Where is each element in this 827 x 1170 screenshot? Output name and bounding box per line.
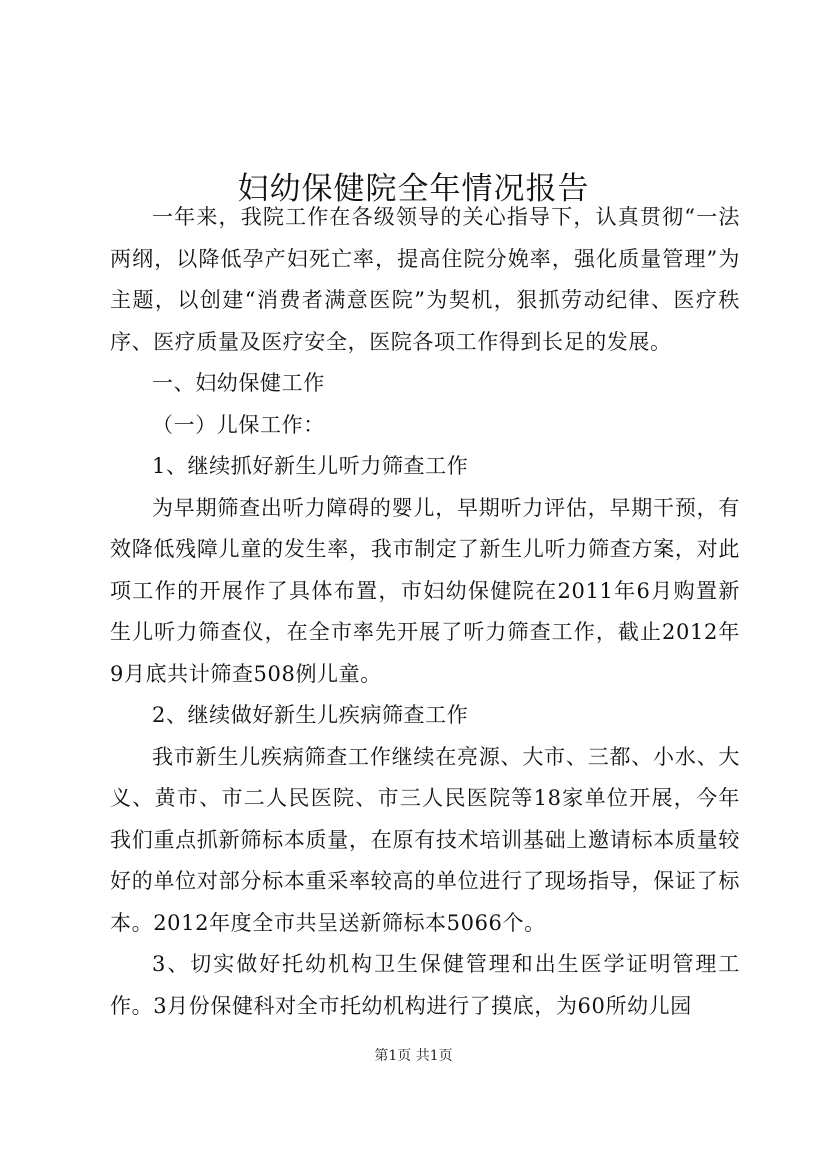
item-heading-2: 2、继续做好新生儿疾病筛查工作 [152, 703, 469, 727]
document-body [110, 197, 740, 1027]
childcare-management-paragraph: 3、切实做好托幼机构卫生保健管理和出生医学证明管理工作。3月份保健科对全市托幼机构进行了摸底，为60所幼儿园 [110, 952, 740, 1018]
intro-paragraph: 一年来，我院工作在各级领导的关心指导下，认真贯彻“一法两纲，以降低孕产妇死亡率，提高住院分娩率，强化质量管理”为主题，以创建“消费者满意医院”为契机，狠抓劳动纪律、医疗秩序、医疗质量及医疗安全，医院各项工作得到长足的发展。 [110, 205, 740, 354]
disease-screening-paragraph: 我市新生儿疾病筛查工作继续在亮源、大市、三都、小水、大义、黄市、市二人民医院、市三人民医院等18家单位开展，今年我们重点抓新筛标本质量，在原有技术培训基础上邀请标本质量较好的单位对部分标本重采率较高的单位进行了现场指导，保证了标本。2012年度全市共呈送新筛标本5066个。 [110, 744, 740, 935]
subsection-heading-1: （一）儿保工作： [152, 412, 325, 437]
hearing-screening-paragraph: 为早期筛查出听力障碍的婴儿，早期听力评估，早期干预，有效降低残障儿童的发生率，我市制定了新生儿听力筛查方案，对此项工作的开展作了具体布置，市妇幼保健院在2011年6月购置新生儿听力筛查仪，在全市率先开展了听力筛查工作，截止2012年9月底共计筛查508例儿童。 [110, 495, 740, 686]
item-heading-1: 1、继续抓好新生儿听力筛查工作 [152, 454, 469, 478]
page-footer: 第1页 共1页 [374, 1048, 453, 1064]
section-heading-1: 一、妇幼保健工作 [152, 371, 325, 395]
document-title: 妇幼保健院全年情况报告 [237, 170, 590, 207]
